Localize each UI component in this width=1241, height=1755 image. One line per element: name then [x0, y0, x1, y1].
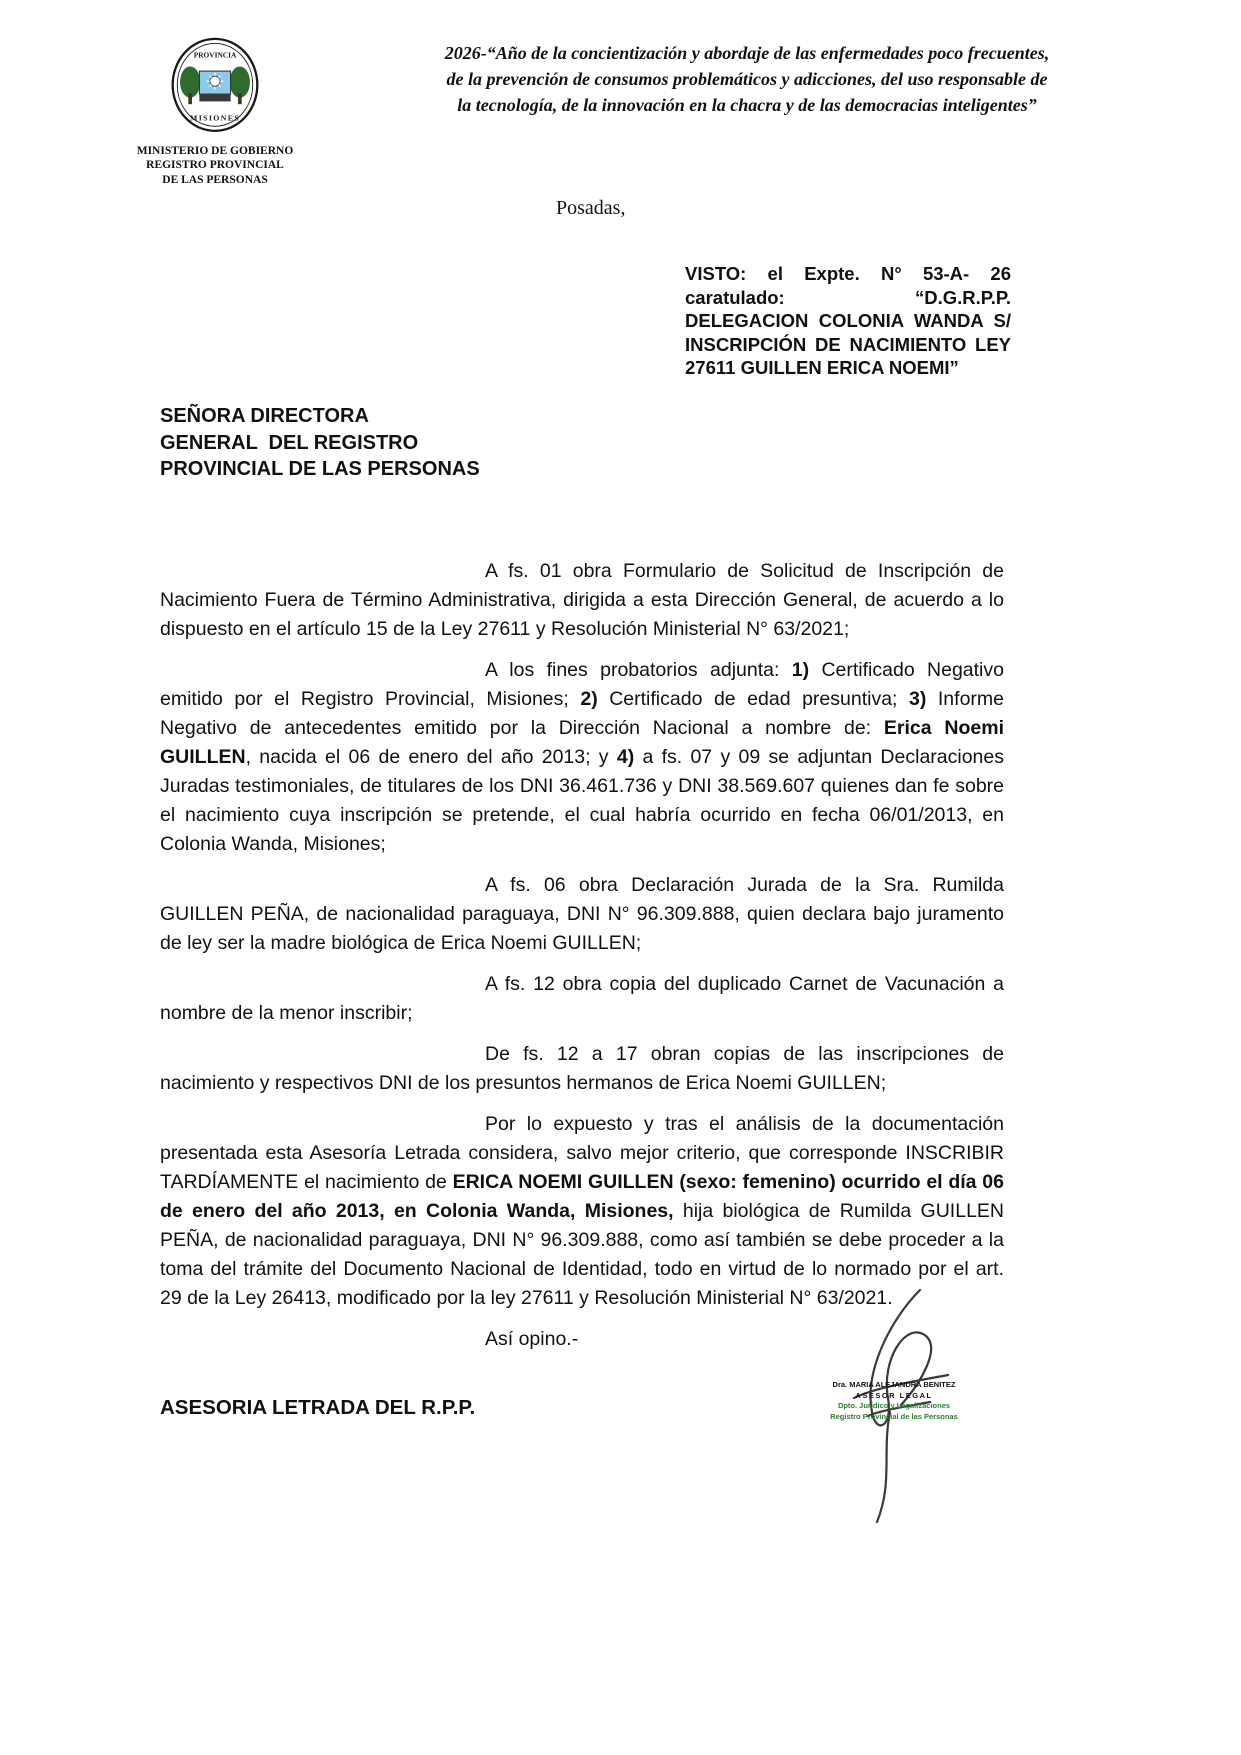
body-paragraph: A fs. 12 obra copia del duplicado Carnet de Vacunación a nombre de la menor inscribir; [160, 973, 1004, 1024]
body-paragraph: A fs. 06 obra Declaración Jurada de la Sra. Rumilda GUILLEN PEÑA, de nacionalidad paraguaya, DNI N° 96.309.888, quien declara bajo juramento de ley ser la madre biológica de Erica Noemi GUILLEN; [160, 874, 1004, 954]
ministry-line: MINISTERIO DE GOBIERNO [136, 145, 294, 157]
visto-paragraph: VISTO: el Expte. N° 53-A- 26 caratulado: “D.G.R.P.P. DELEGACION COLONIA WANDA S/ INSCRIPCIÓN DE NACIMIENTO LEY 27611 GUILLEN ERICA NOEMI” [685, 263, 1011, 378]
addressee-block [160, 403, 480, 483]
provincial-seal-icon [169, 36, 261, 142]
stamp-line: Registro Provincial de las Personas [830, 1411, 958, 1421]
closing-line: Así opino.- [485, 1328, 579, 1350]
stamp-line: ASESOR LEGAL [855, 1390, 933, 1400]
addressee-line: SEÑORA DIRECTORA [160, 405, 369, 427]
body-paragraph: A los fines probatorios adjunta: 1) Certificado Negativo emitido por el Registro Provincial, Misiones; 2) Certificado de edad presuntiva; 3) Informe Negativo de antecedentes emitido por la Dirección Nacional a nombre de: Erica Noemi GUILLEN, nacida el 06 de enero del año 2013; y 4) a fs. 07 y 09 se adjuntan Declaraciones Juradas testimoniales, de titulares de los DNI 36.461.736 y DNI 38.569.607 quienes dan fe sobre el nacimiento cuya inscripción se pretende, el cual habría ocurrido en fecha 06/01/2013, en Colonia Wanda, Misiones; [160, 659, 1004, 855]
letter-body [160, 557, 1004, 1366]
seal-bottom-text: MISIONES [189, 113, 241, 123]
signature-block [770, 1276, 1002, 1528]
body-paragraph: Por lo expuesto y tras el análisis de la documentación presentada esta Asesoría Letrada considera, salvo mejor criterio, que corresponde INSCRIBIR TARDÍAMENTE el nacimiento de ERICA NOEMI GUILLEN (sexo: femenino) ocurrido el día 06 de enero del año 2013, en Colonia Wanda, Misiones, hija biológica de Rumilda GUILLEN PEÑA, de nacionalidad paraguaya, DNI N° 96.309.888, como así también se debe proceder a la toma del trámite del Documento Nacional de Identidad, todo en virtud de lo normado por el art. 29 de la Ley 26413, modificado por la ley 27611 y Resolución Ministerial N° 63/2021. [160, 1113, 1005, 1309]
signature-stamp [816, 1380, 972, 1422]
seal-top-text: PROVINCIA [193, 50, 237, 60]
body-paragraph: A fs. 01 obra Formulario de Solicitud de Inscripción de Nacimiento Fuera de Término Administrativa, dirigida a esta Dirección General, de acuerdo a lo dispuesto en el artículo 15 de la Ley 27611 y Resolución Ministerial N° 63/2021; [160, 560, 1004, 640]
ministry-line: DE LAS PERSONAS [162, 173, 268, 186]
stamp-line: Dra. MARIA ALEJANDRA BENITEZ [832, 1380, 956, 1389]
year-motto: 2026-“Año de la concientización y abordaje de las enfermedades poco frecuentes, de la prevención de consumos problemáticos y adicciones, del uso responsable de la tecnología, de la innovación en la chacra y de las democracias inteligentes” [444, 43, 1050, 116]
letterhead [126, 36, 304, 187]
ministry-line: REGISTRO PROVINCIAL [146, 159, 284, 172]
city-date-line: Posadas, [556, 197, 626, 219]
addressee-line: GENERAL DEL REGISTRO [160, 431, 419, 454]
stamp-line: Dpto. Jurídico y Legalizaciones [837, 1401, 951, 1410]
body-paragraph: De fs. 12 a 17 obran copias de las inscripciones de nacimiento y respectivos DNI de los presuntos hermanos de Erica Noemi GUILLEN; [160, 1043, 1004, 1094]
signatory-title: ASESORIA LETRADA DEL R.P.P. [160, 1396, 476, 1419]
ministry-name [126, 144, 304, 187]
addressee-line: PROVINCIAL DE LAS PERSONAS [160, 458, 480, 480]
